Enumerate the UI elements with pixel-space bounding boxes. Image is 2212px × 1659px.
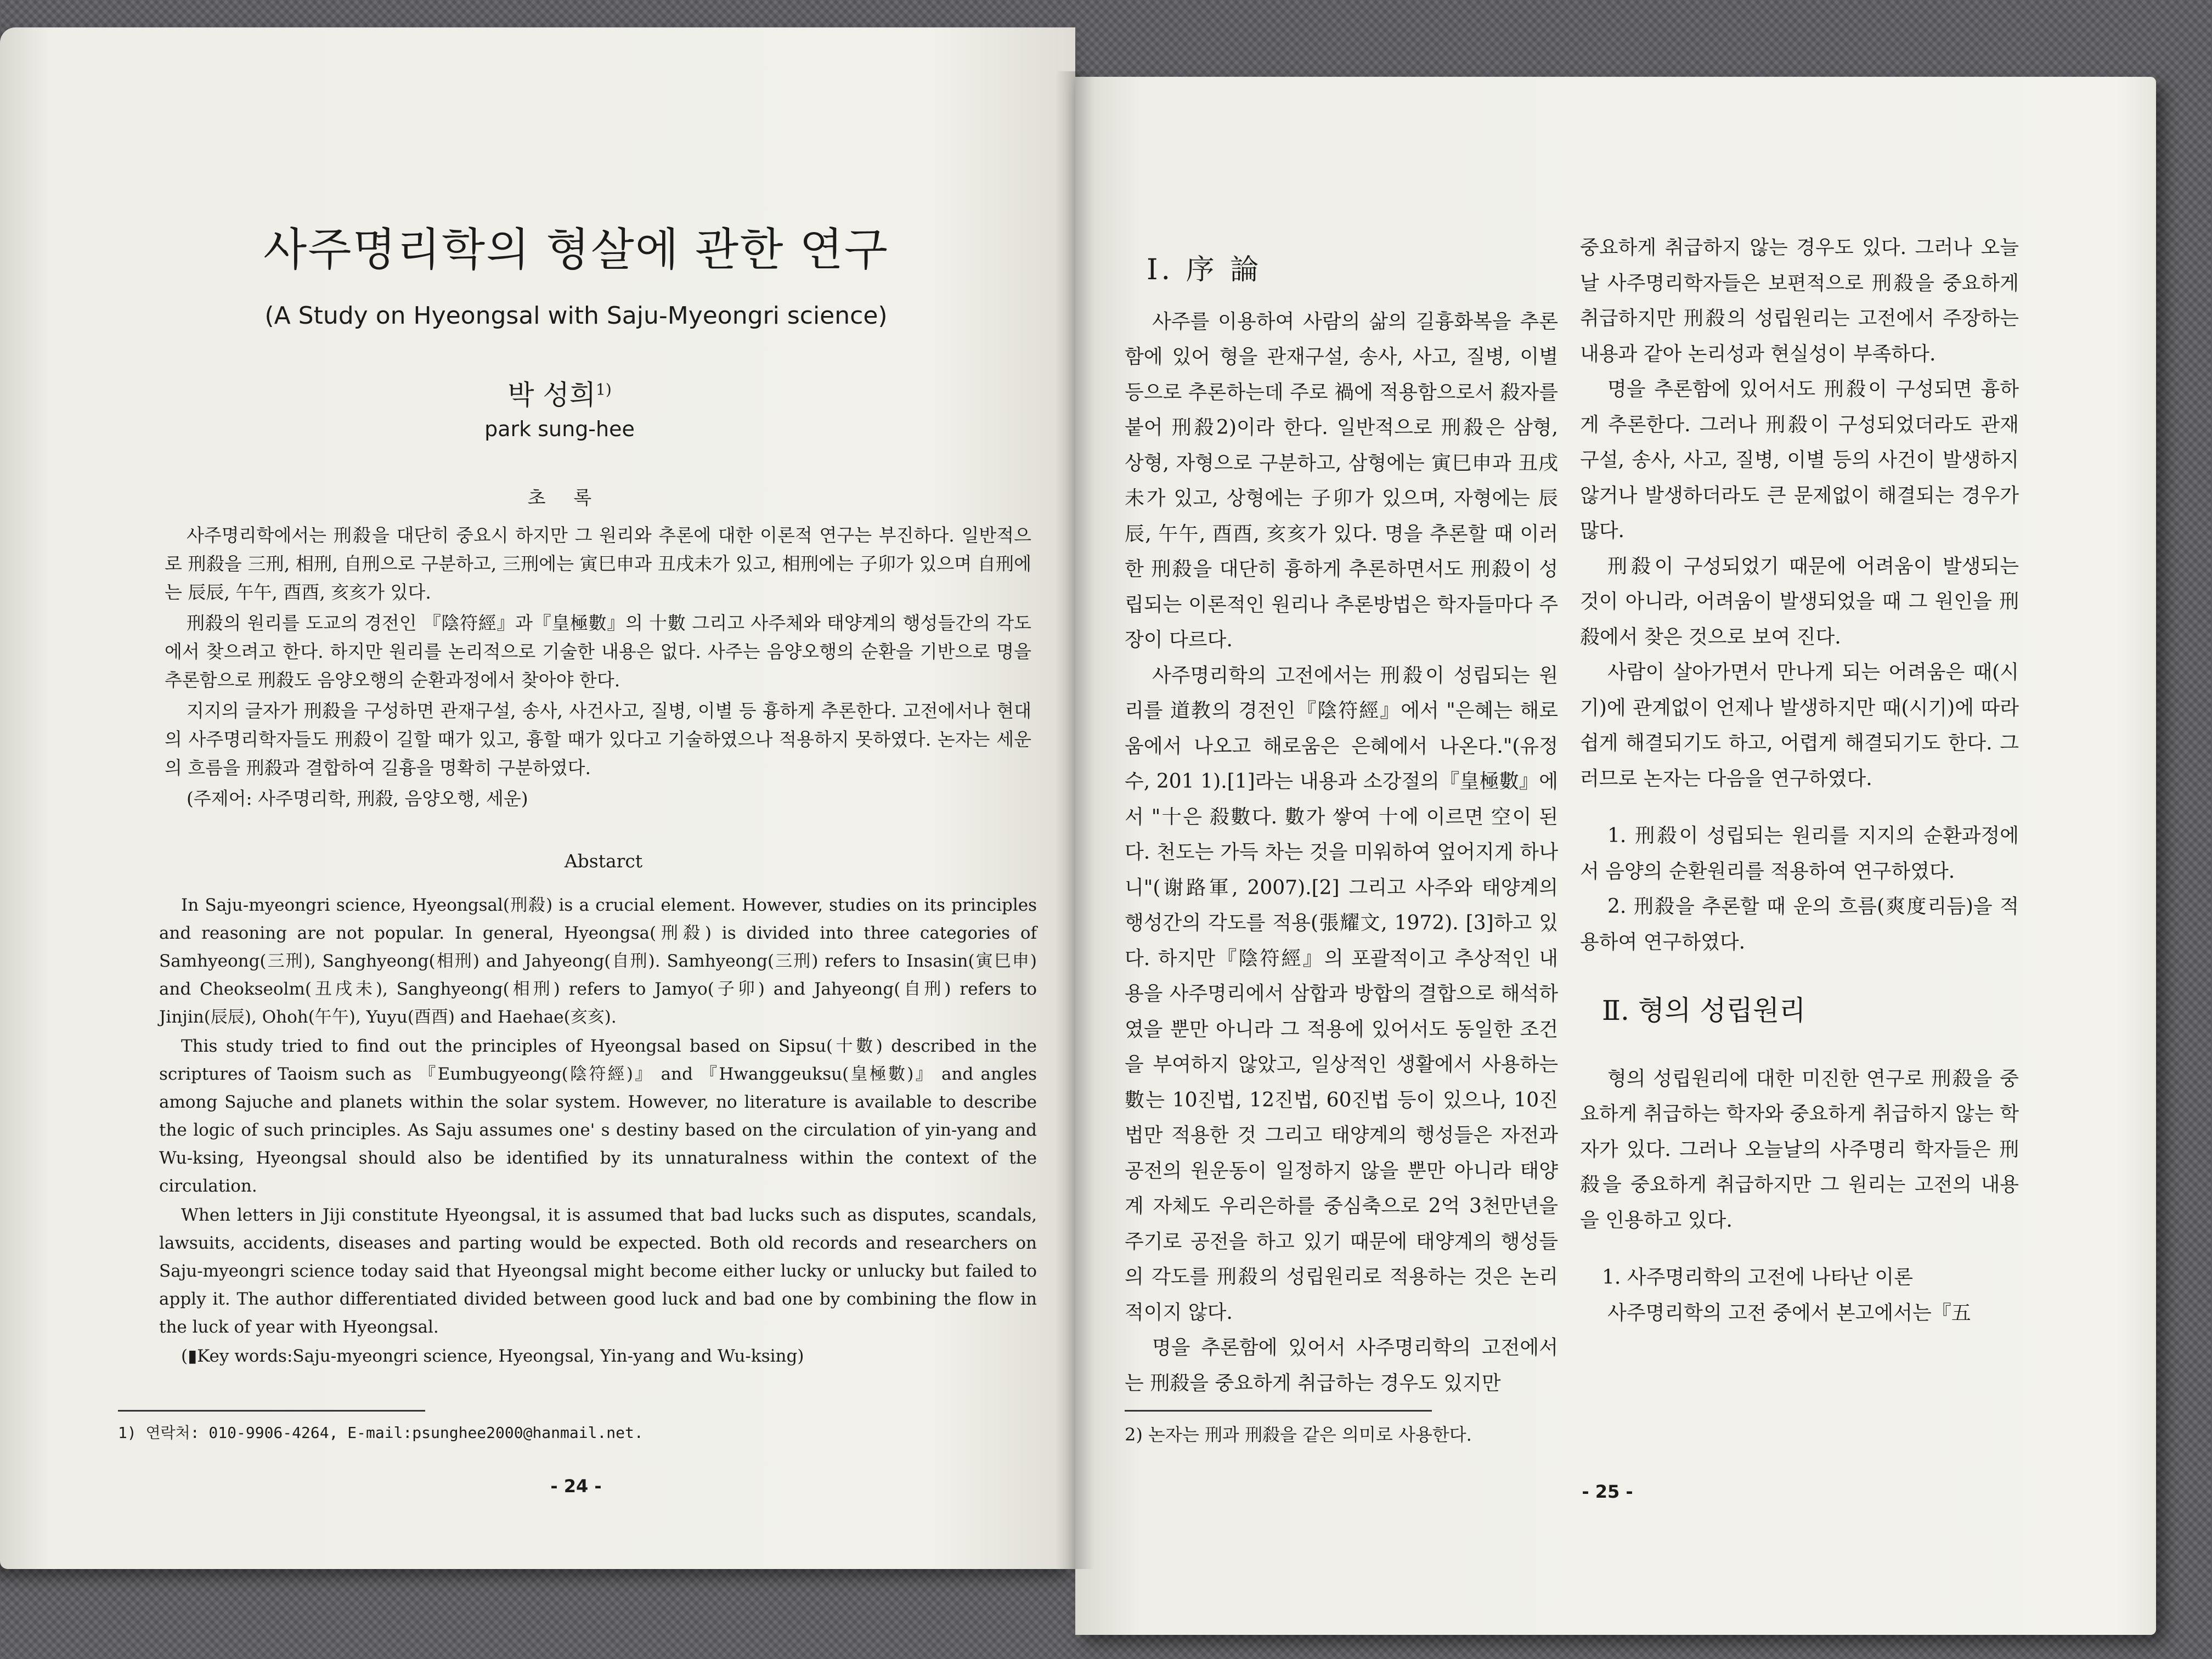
- paper-subtitle: (A Study on Hyeongsal with Saju-Myeongri science): [264, 302, 888, 330]
- paper-title: 사주명리학의 형살에 관한 연구: [263, 224, 889, 276]
- english-abstract-paragraph: This study tried to find out the principles of Hyeongsal based on Sipsu(十數) described in the scriptures of Taoism such as 『Eumbugyeong(陰符經)』 and 『Hwanggeuksu(皇極數)』 and angles among Sajuche and planets within the solar system. However, no literature is available to describe the logic of such principles. As Saju assumes one' s destiny based on the circulation of yin-yang and Wu-ksing, Hyeongsal should also be identified by its unnaturalness within the context of the circulation.: [159, 1036, 1037, 1196]
- body-paragraph: 사주를 이용하여 사람의 삶의 길흉화복을 추론함에 있어 형을 관재구설, 송사, 사고, 질병, 이별 등으로 추론하는데 주로 禍에 적용함으로서 殺자를 붙어 刑殺2)이라 한다. 일반적으로 刑殺은 삼형, 상형, 자형으로 구분하고, 삼형에는 寅巳申과 丑戌未가 있고, 상형에는 子卯가 있으며, 자형에는 辰辰, 午午, 酉酉, 亥亥가 있다. 명을 추론할 때 이러한 刑殺을 대단히 흉하게 추론하면서도 刑殺이 성립되는 이론적인 원리나 추론방법은 학자들마다 주장이 다르다.: [1125, 310, 1558, 651]
- body-paragraph: 사주명리학의 고전에서는 刑殺이 성립되는 원리를 道教의 경전인『陰符經』에서 "은혜는 해로움에서 나오고 해로움은 은혜에서 나온다."(유정수, 201 1).[1]라는 내용과 소강절의『皇極數』에서 "十은 殺數다. 數가 쌓여 十에 이르면 空이 된다. 천도는 가득 차는 것을 미워하여 엎어지게 하나니"(谢路軍, 2007).[2] 그리고 사주와 태양계의 행성간의 각도를 적용(張耀文, 1972). [3]하고 있다. 하지만『陰符經』의 포괄적이고 추상적인 내용을 사주명리에서 삼합과 방합의 결합으로 해석하였을 뿐만 아니라 그 적용에 있어서도 동일한 조건을 부여하지 않았고, 일상적인 생활에서 사용하는 數는 10진법, 12진법, 60진법 등이 있으나, 10진법만 적용한 것 그리고 태양계의 행성들은 자전과 공전의 원운동이 일정하지 않을 뿐만 아니라 태양계 자체도 우리은하를 중심축으로 2억 3천만년을 주기로 공전을 하고 있기 때문에 태양계의 행성들의 각도를 刑殺의 성립원리로 적용하는 것은 논리적이지 않다.: [1125, 664, 1558, 1324]
- right-page-column-1: [1125, 252, 1558, 1401]
- research-item: 1. 刑殺이 성립되는 원리를 지지의 순환과정에서 음양의 순환원리를 적용하여 연구하였다.: [1580, 825, 2019, 883]
- page-number: - 24 -: [550, 1476, 602, 1497]
- footnote-divider: [1125, 1410, 1432, 1412]
- body-paragraph: 명을 추론함에 있어서도 刑殺이 구성되면 흉하게 추론한다. 그러나 刑殺이 구성되었더라도 관재구설, 송사, 사고, 질병, 이별 등의 사건이 발생하지 않거나 발생하더라도 큰 문제없이 해결되는 경우가 많다.: [1580, 378, 2019, 542]
- author-footnote-mark: 1): [596, 380, 612, 399]
- right-page-column-2: [1580, 230, 2019, 1331]
- english-keywords: (▮Key words:Saju-myeongri science, Hyeongsal, Yin-yang and Wu-ksing): [181, 1346, 804, 1366]
- korean-keywords: (주제어: 사주명리학, 刑殺, 음양오행, 세운): [187, 788, 528, 809]
- left-page: [0, 27, 1075, 1569]
- body-paragraph: 刑殺이 구성되었기 때문에 어려움이 발생되는 것이 아니라, 어려움이 발생되었을 때 그 원인을 刑殺에서 찾은 것으로 보여 진다.: [1580, 555, 2019, 648]
- author-name-english: park sung-hee: [484, 417, 635, 441]
- body-paragraph: 형의 성립원리에 대한 미진한 연구로 刑殺을 중요하게 취급하는 학자와 중요하게 취급하지 않는 학자가 있다. 그러나 오늘날의 사주명리 학자들은 刑殺을 중요하게 취급하지만 그 원리는 고전의 내용을 인용하고 있다.: [1580, 1067, 2019, 1232]
- author-name-text: 박 성희: [507, 379, 596, 411]
- page-number: - 25 -: [1582, 1481, 1633, 1502]
- open-booklet: [0, 16, 2172, 1575]
- english-abstract-paragraph: In Saju-myeongri science, Hyeongsal(刑殺) is a crucial element. However, studies on its principles and reasoning are not popular. In general, Hyeongsa(刑殺) is divided into three categories of Samhyeong(三刑), Sanghyeong(相刑) and Jahyeong(自刑). Samhyeong(三刑) refers to Insasin(寅巳申) and Cheokseolm(丑戌未), Sanghyeong(相刑) refers to Jamyo(子卯) and Jahyeong(自刑) refers to Jinjin(辰辰), Ohoh(午午), Yuyu(酉酉) and Haehae(亥亥).: [159, 895, 1037, 1027]
- subsection-heading: 1. 사주명리학의 고전에 나타난 이론: [1602, 1266, 1913, 1289]
- contact-footnote: 1) 연락처: 010-9906-4264, E-mail:psunghee2000@hanmail.net.: [118, 1424, 644, 1442]
- english-abstract-paragraph: When letters in Jiji constitute Hyeongsal, it is assumed that bad lucks such as disputes, scandals, lawsuits, accidents, diseases and parting would be expected. Both old records and researchers on Saju-myeongri science today said that Hyeongsal might become either lucky or unlucky but failed to apply it. The author differentiated divided between good luck and bad one by combining the flow in the luck of year with Hyeongsal.: [159, 1205, 1037, 1337]
- korean-abstract-heading: 초 록: [527, 487, 603, 509]
- right-page: [1075, 77, 2156, 1635]
- author-name-korean: [406, 373, 713, 413]
- footnote-divider: [118, 1410, 425, 1412]
- body-paragraph: 사람이 살아가면서 만나게 되는 어려움은 때(시기)에 관계없이 언제나 발생하지만 때(시기)에 따라 쉽게 해결되기도 하고, 어렵게 해결되기도 한다. 그러므로 논자는 다음을 연구하였다.: [1580, 661, 2019, 790]
- term-footnote: 2) 논자는 刑과 刑殺을 같은 의미로 사용한다.: [1125, 1424, 1472, 1445]
- korean-abstract-paragraph: 刑殺의 원리를 도교의 경전인 『陰符經』과『皇極數』의 十數 그리고 사주체와 태양계의 행성들간의 각도에서 찾으려고 한다. 하지만 원리를 논리적으로 기술한 내용은 없다. 사주는 음양오행의 순환을 기반으로 명을 추론함으로 刑殺도 음양오행의 순환과정에서 찾아야 한다.: [165, 612, 1031, 691]
- korean-abstract-paragraph: 사주명리학에서는 刑殺을 대단히 중요시 하지만 그 원리와 추론에 대한 이론적 연구는 부진하다. 일반적으로 刑殺을 三刑, 相刑, 自刑으로 구분하고, 三刑에는 寅巳申과 丑戌未가 있고, 相刑에는 子卯가 있으며 自刑에는 辰辰, 午午, 酉酉, 亥亥가 있다.: [165, 524, 1031, 603]
- english-abstract: [159, 891, 1037, 1372]
- body-paragraph: 중요하게 취급하지 않는 경우도 있다. 그러나 오늘날 사주명리학자들은 보편적으로 刑殺을 중요하게 취급하지만 刑殺의 성립원리는 고전에서 주장하는 내용과 같아 논리성과 현실성이 부족하다.: [1580, 236, 2019, 365]
- section-2-heading: Ⅱ. 형의 성립원리: [1602, 995, 1806, 1026]
- body-paragraph: 사주명리학의 고전 중에서 본고에서는『五: [1607, 1301, 1971, 1324]
- research-item: 2. 刑殺을 추론할 때 운의 흐름(爽度리듬)을 적용하여 연구하였다.: [1580, 895, 2019, 953]
- korean-abstract: [165, 521, 1031, 815]
- section-1-heading: Ⅰ. 序 論: [1147, 253, 1262, 286]
- korean-abstract-paragraph: 지지의 글자가 刑殺을 구성하면 관재구설, 송사, 사건사고, 질병, 이별 등 흉하게 추론한다. 고전에서나 현대의 사주명리학자들도 刑殺이 길할 때가 있고, 흉할 때가 있다고 기술하였으나 적용하지 못하였다. 논자는 세운의 흐름을 刑殺과 결합하여 길흉을 명확히 구분하였다.: [165, 700, 1031, 778]
- body-paragraph: 명을 추론함에 있어서 사주명리학의 고전에서는 刑殺을 중요하게 취급하는 경우도 있지만: [1125, 1336, 1558, 1395]
- english-abstract-heading: Abstarct: [564, 850, 643, 872]
